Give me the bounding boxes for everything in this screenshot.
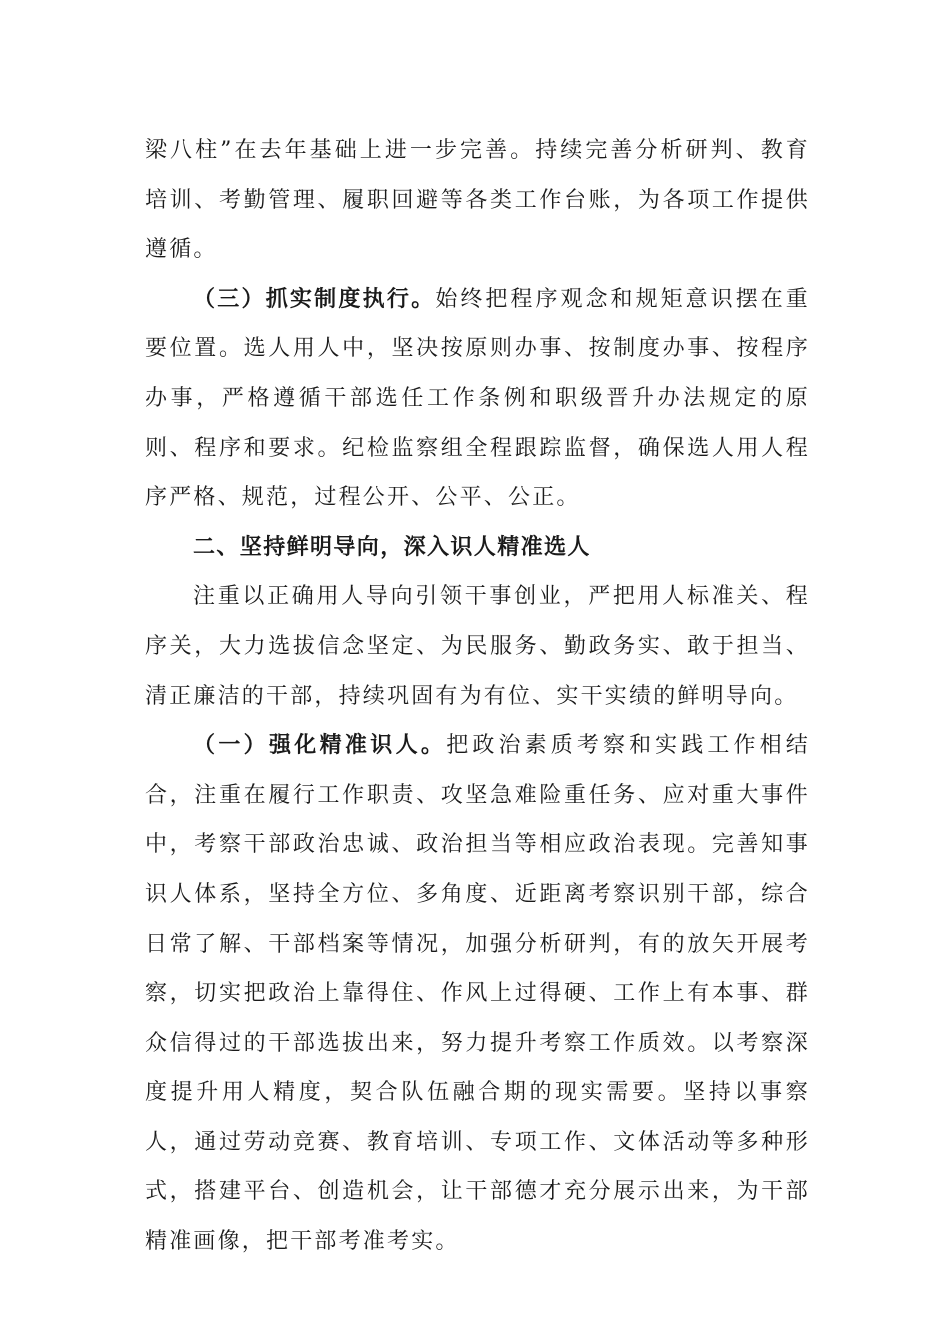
section-heading: 二、坚持鲜明导向，深入识人精准选人: [193, 534, 591, 560]
paragraph-text: 始终把程序观念和规矩意识摆在重要位置。选人用人中，坚决按原则办事、按制度办事、按程序办事，严格遵循干部选任工作条例和职级晋升办法规定的原则、程序和要求。纪检监察组全程跟踪监督，确保选人用人程序严格、规范，过程公开、公平、公正。: [145, 286, 810, 511]
paragraph-lead: （三）抓实制度执行。: [193, 286, 436, 312]
paragraph-institution-execution: [145, 275, 810, 523]
document-body: [145, 126, 810, 1267]
paragraph-precise-identification: [145, 721, 810, 1267]
paragraph-text: 注重以正确用人导向引领干事创业，严把用人标准关、程序关，大力选拔信念坚定、为民服务、勤政务实、敢于担当、清正廉洁的干部，持续巩固有为有位、实干实绩的鲜明导向。: [145, 584, 810, 709]
paragraph-text: 把政治素质考察和实践工作相结合，注重在履行工作职责、攻坚急难险重任务、应对重大事件中，考察干部政治忠诚、政治担当等相应政治表现。完善知事识人体系，坚持全方位、多角度、近距离考察识别干部，综合日常了解、干部档案等情况，加强分析研判，有的放矢开展考察，切实把政治上靠得住、作风上过得硬、工作上有本事、群众信得过的干部选拔出来，努力提升考察工作质效。以考察深度提升用人精度，契合队伍融合期的现实需要。坚持以事察人，通过劳动竞赛、教育培训、专项工作、文体活动等多种形式，搭建平台、创造机会，让干部德才充分展示出来，为干部精准画像，把干部考准考实。: [145, 733, 810, 1255]
paragraph-text: 梁八柱”在去年基础上进一步完善。持续完善分析研判、教育培训、考勤管理、履职回避等各类工作台账，为各项工作提供遵循。: [145, 138, 810, 263]
paragraph-continuation: [145, 126, 810, 275]
paragraph-lead: （一）强化精准识人。: [193, 733, 447, 759]
paragraph-intro: [145, 572, 810, 721]
